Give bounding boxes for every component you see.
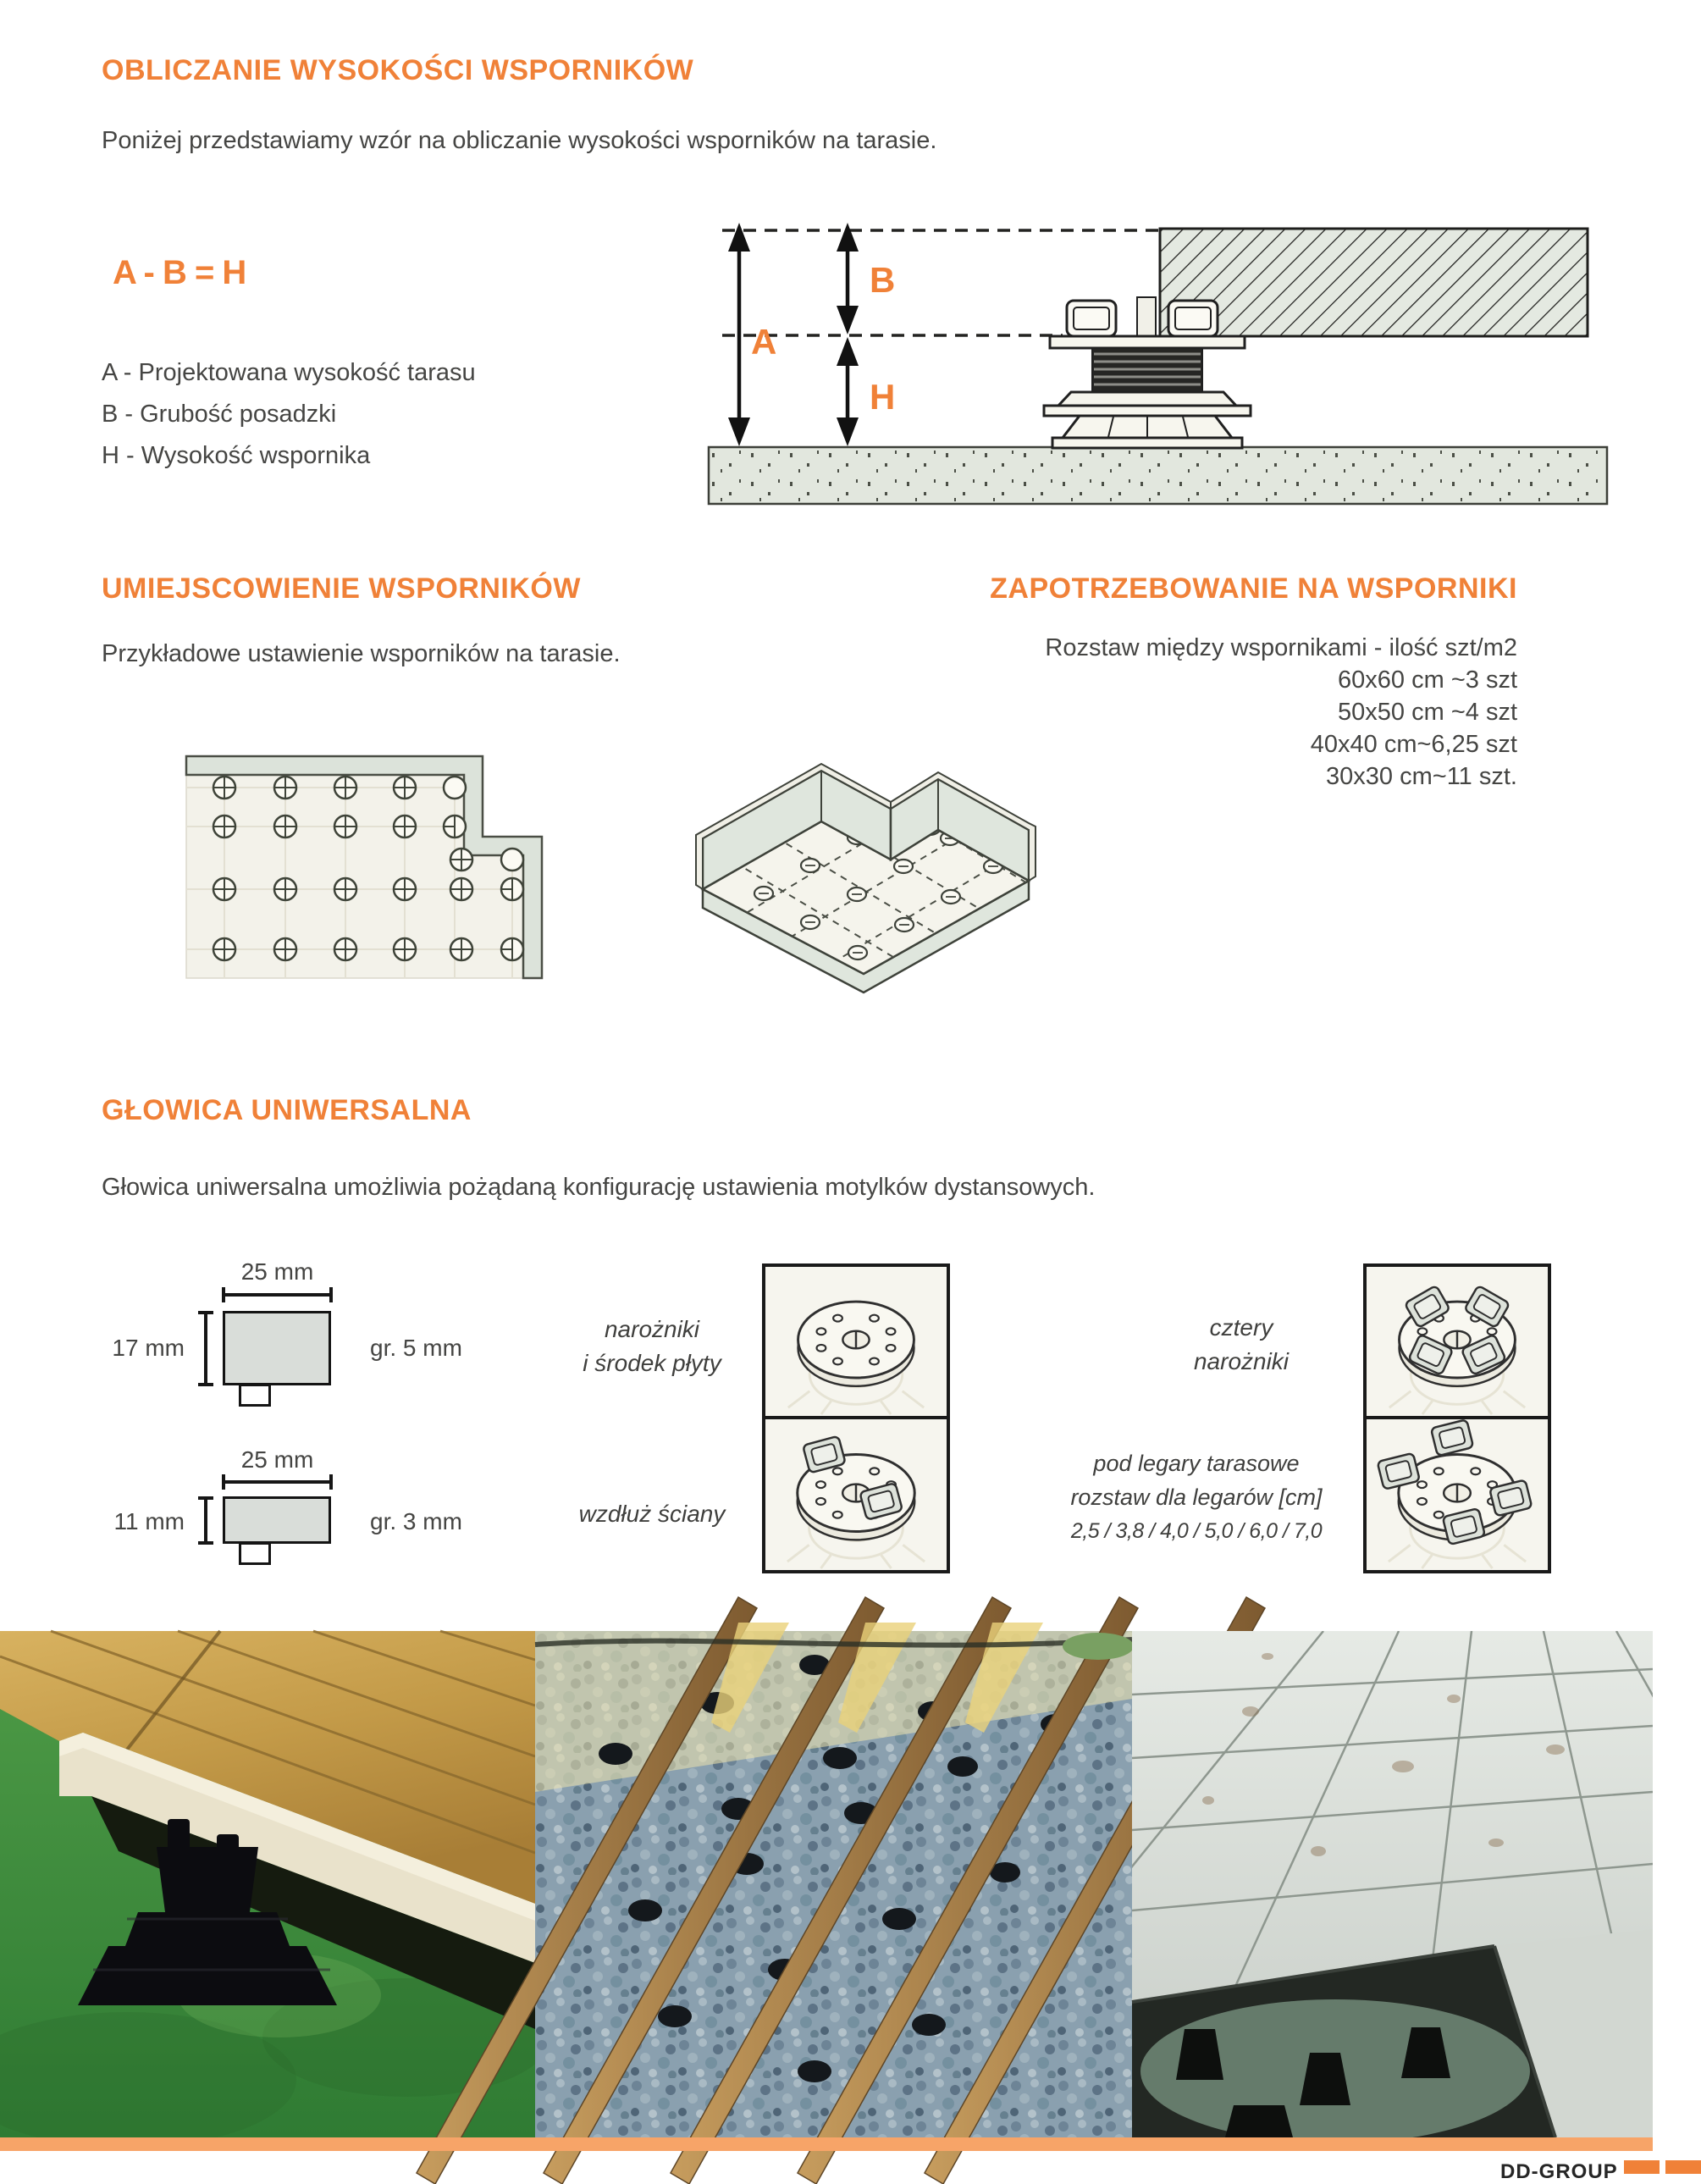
config-label-joists	[1019, 1446, 1374, 1548]
dim2-vtick-bottom	[198, 1541, 213, 1545]
config-label-line: 2,5 / 3,8 / 4,0 / 5,0 / 6,0 / 7,0	[1070, 1519, 1323, 1543]
dim2-tick-left	[222, 1474, 225, 1490]
dim2-width: 25 mm	[240, 1446, 314, 1473]
section2-right-title: ZAPOTRZEBOWANIE NA WSPORNIKI	[990, 572, 1517, 605]
photo-paving-slabs	[1132, 1631, 1653, 2137]
spacing-row: 60x60 cm ~3 szt	[1338, 666, 1517, 694]
dim2-tick-right	[329, 1474, 333, 1490]
section1-title: OBLICZANIE WYSOKOŚCI WSPORNIKÓW	[102, 54, 694, 86]
photo-gravel-joists	[535, 1631, 1132, 2137]
label-B: B	[870, 260, 896, 300]
footer-logo-text: DD-GROUP	[1500, 2160, 1618, 2183]
config-label-line: i środek płyty	[583, 1350, 721, 1376]
section1-intro: Poniżej przedstawiamy wzór na obliczanie wysokości wsporników na tarasie.	[102, 127, 937, 154]
config-label-four-corners	[1140, 1311, 1343, 1379]
spacing-row: 30x30 cm~11 szt.	[1326, 763, 1517, 790]
spacing-caption: Rozstaw między wspornikami - ilość szt/m2	[1045, 634, 1517, 661]
hatched-slab	[1160, 229, 1588, 336]
dim2-foot	[239, 1542, 271, 1565]
dim1-vtick-bottom	[198, 1383, 213, 1386]
section3-title: GŁOWICA UNIWERSALNA	[102, 1094, 472, 1126]
config-label-line: rozstaw dla legarów [cm]	[1070, 1485, 1323, 1510]
dim1-tick-right	[329, 1287, 333, 1302]
height-formula-diagram	[707, 216, 1609, 508]
spacing-row: 40x40 cm~6,25 szt	[1310, 731, 1517, 758]
dim2-vtick-top	[198, 1496, 213, 1500]
label-A: A	[751, 322, 777, 362]
concrete-base	[709, 447, 1607, 504]
section2-left-caption: Przykładowe ustawienie wsporników na tarasie.	[102, 640, 621, 667]
footer-logo	[1500, 2160, 1644, 2183]
dim2-body	[223, 1496, 331, 1544]
dim2-height: 11 mm	[113, 1508, 185, 1534]
footer-logo-block	[1665, 2160, 1701, 2174]
config-box-joist-tabs	[1363, 1416, 1551, 1573]
footer-accent-bar	[0, 2137, 1653, 2151]
terrace-isometric-diagram	[669, 724, 1130, 1020]
section3-intro: Głowica uniwersalna umożliwia pożądaną konfigurację ustawienia motylków dystansowych.	[102, 1174, 1096, 1201]
dim2-vline	[204, 1499, 207, 1543]
config-label-wall	[546, 1497, 758, 1531]
config-label-corners	[546, 1313, 758, 1380]
dim1-thickness: gr. 5 mm	[370, 1335, 462, 1361]
config-label-line: narożniki	[604, 1316, 700, 1342]
label-H: H	[870, 377, 896, 417]
dim1-width: 25 mm	[240, 1258, 314, 1285]
dim1-line	[222, 1293, 333, 1297]
dim1-vline	[204, 1313, 207, 1385]
legend-line-a: A - Projektowana wysokość tarasu	[102, 359, 476, 386]
config-box-four-tabs	[1363, 1263, 1551, 1419]
dim2-line	[222, 1480, 333, 1484]
pedestal-layout-plan	[182, 752, 546, 982]
dim1-vtick-top	[198, 1311, 213, 1314]
formula: A - B = H	[113, 254, 246, 291]
config-box-plain	[762, 1263, 950, 1419]
dim1-tick-left	[222, 1287, 225, 1302]
config-box-two-tabs	[762, 1416, 950, 1573]
photo-wood-deck-pedestal	[0, 1631, 535, 2137]
config-label-line: narożniki	[1193, 1348, 1290, 1374]
spacing-row: 50x50 cm ~4 szt	[1338, 699, 1517, 726]
dim2-thickness: gr. 3 mm	[370, 1508, 462, 1534]
dim1-foot	[239, 1384, 271, 1407]
formula-legend	[102, 352, 476, 477]
config-label-line: cztery	[1209, 1314, 1273, 1341]
footer-logo-block	[1624, 2160, 1660, 2174]
section2-left-title: UMIEJSCOWIENIE WSPORNIKÓW	[102, 572, 581, 605]
dim1-body	[223, 1311, 331, 1385]
legend-line-b: B - Grubość posadzki	[102, 401, 337, 428]
config-label-line: pod legary tarasowe	[1093, 1451, 1300, 1476]
dim1-height: 17 mm	[112, 1335, 185, 1361]
legend-line-h: H - Wysokość wspornika	[102, 442, 371, 469]
config-label-line: wzdłuż ściany	[578, 1501, 726, 1527]
